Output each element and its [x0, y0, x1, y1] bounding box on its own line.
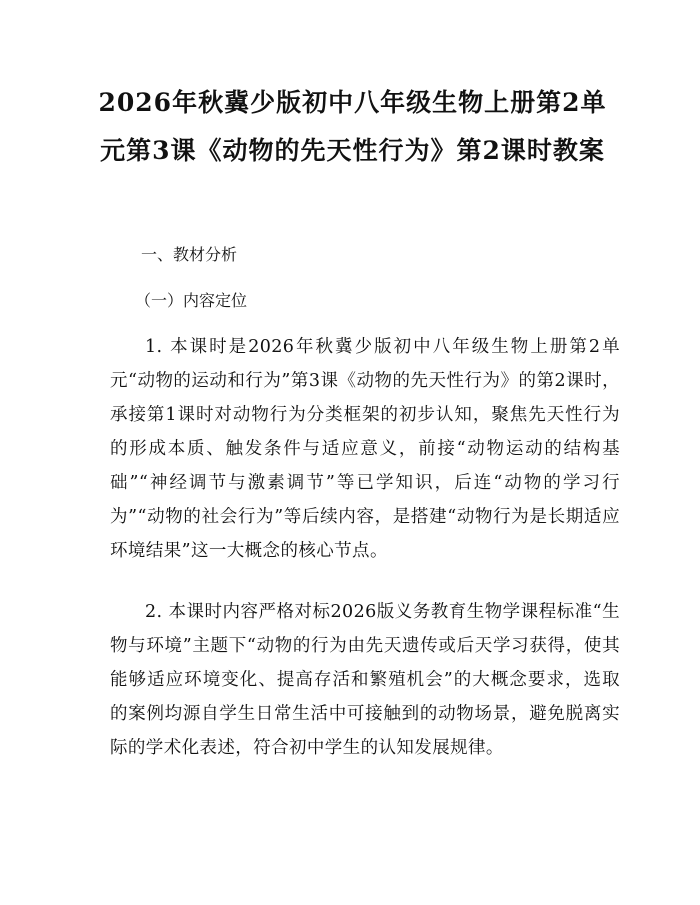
subsection-heading-content-positioning: （一）内容定位	[135, 291, 248, 310]
section-heading-teaching-material-analysis: 一、教材分析	[141, 245, 238, 264]
paragraph-1: 1. 本课时是2026年秋冀少版初中八年级生物上册第2单元“动物的运动和行为”第3课《动物的先天性行为》的第2课时，承接第1课时对动物行为分类框架的初步认知，聚焦先天性行为的形成本质、触发条件与适应意义，前接“动物运动的结构基础”“神经调节与激素调节”等已学知识，后连“动物的学习行为”“动物的社会行为”等后续内容，是搭建“动物行为是长期适应环境结果”这一大概念的核心节点。	[110, 337, 620, 561]
paragraph-2: 2. 本课时内容严格对标2026版义务教育生物学课程标准“生物与环境”主题下“动物的行为由先天遗传或后天学习获得，使其能够适应环境变化、提高存活和繁殖机会”的大概念要求，选取的案例均源自学生日常生活中可接触到的动物场景，避免脱离实际的学术化表述，符合初中学生的认知发展规律。	[110, 602, 620, 758]
document-title: 2026年秋冀少版初中八年级生物上册第2单元第3课《动物的先天性行为》第2课时教案	[98, 88, 607, 165]
